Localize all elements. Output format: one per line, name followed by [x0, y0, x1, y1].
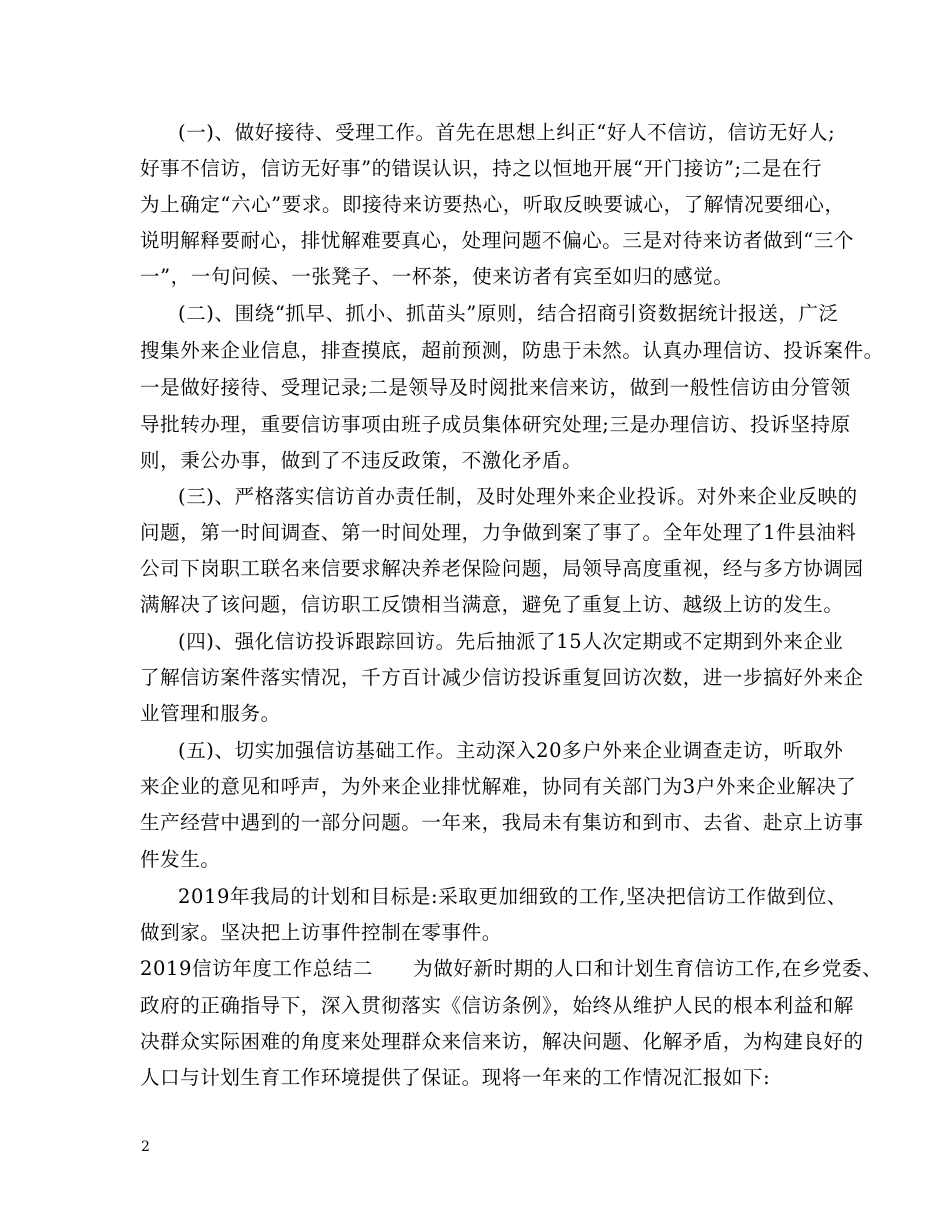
paragraph-line: 搜集外来企业信息，排查摸底，超前预测，防患于未然。认真办理信访、投诉案件。	[140, 339, 884, 362]
paragraph-line: 业管理和服务。	[140, 702, 281, 725]
paragraph-line: 来企业的意见和呼声，为外来企业排忧解难，协同有关部门为3户外来企业解决了	[140, 775, 857, 798]
paragraph-line: 说明解释要耐心，排忧解难要真心，处理问题不偏心。三是对待来访者做到“三个	[140, 229, 855, 252]
paragraph-line: 则，秉公办事，做到了不违反政策，不激化矛盾。	[140, 449, 583, 472]
paragraph-line: 生产经营中遇到的一部分问题。一年来，我局未有集访和到市、去省、赴京上访事	[140, 811, 864, 834]
paragraph-line: 好事不信访，信访无好事”的错误认识，持之以恒地开展“开门接访”;二是在行	[140, 157, 823, 180]
page-number: 2	[141, 1139, 150, 1155]
paragraph-line: 做到家。坚决把上访事件控制在零事件。	[140, 921, 502, 944]
paragraph-line: 一是做好接待、受理记录;二是领导及时阅批来信来访，做到一般性信访由分管领	[140, 376, 851, 399]
paragraph-line: 问题，第一时间调查、第一时间处理，力争做到案了事了。全年处理了1件县油料	[140, 521, 857, 544]
paragraph-line: 一”，一句问候、一张凳子、一杯茶，使来访者有宾至如归的感觉。	[140, 265, 734, 288]
paragraph-line: 导批转办理，重要信访事项由班子成员集体研究处理;三是办理信访、投诉坚持原	[140, 413, 851, 436]
paragraph-line: 公司下岗职工联名来信要求解决养老保险问题，局领导高度重视，经与多方协调园	[140, 557, 864, 580]
paragraph-line: (五)、切实加强信访基础工作。主动深入20多户外来企业调查走访，听取外	[178, 739, 844, 762]
paragraph-line: 为上确定“六心”要求。即接待来访要热心，听取反映要诚心，了解情况要细心，	[140, 193, 845, 216]
paragraph-line: 2019年我局的计划和目标是:采取更加细致的工作,坚决把信访工作做到位、	[178, 885, 847, 908]
paragraph-line: 2019信访年度工作总结二 为做好新时期的人口和计划生育信访工作,在乡党委、	[140, 957, 883, 980]
paragraph-line: (四)、强化信访投诉跟踪回访。先后抽派了15人次定期或不定期到外来企业	[178, 630, 844, 653]
paragraph-line: 人口与计划生育工作环境提供了保证。现将一年来的工作情况汇报如下:	[140, 1066, 771, 1089]
paragraph-line: (一)、做好接待、受理工作。首先在思想上纠正“好人不信访，信访无好人;	[178, 121, 836, 144]
paragraph-line: (二)、围绕“抓早、抓小、抓苗头”原则，结合招商引资数据统计报送，广泛	[178, 302, 839, 325]
paragraph-line: 决群众实际困难的角度来处理群众来信来访，解决问题、化解矛盾，为构建良好的	[140, 1030, 864, 1053]
paragraph-line: (三)、严格落实信访首办责任制，及时处理外来企业投诉。对外来企业反映的	[178, 485, 858, 508]
paragraph-line: 了解信访案件落实情况，千方百计减少信访投诉重复回访次数，进一步搞好外来企	[140, 666, 864, 689]
paragraph-line: 件发生。	[140, 848, 221, 871]
paragraph-line: 政府的正确指导下，深入贯彻落实《信访条例》，始终从维护人民的根本利益和解	[140, 994, 854, 1017]
paragraph-line: 满解决了该问题，信访职工反馈相当满意，避免了重复上访、越级上访的发生。	[140, 593, 844, 616]
